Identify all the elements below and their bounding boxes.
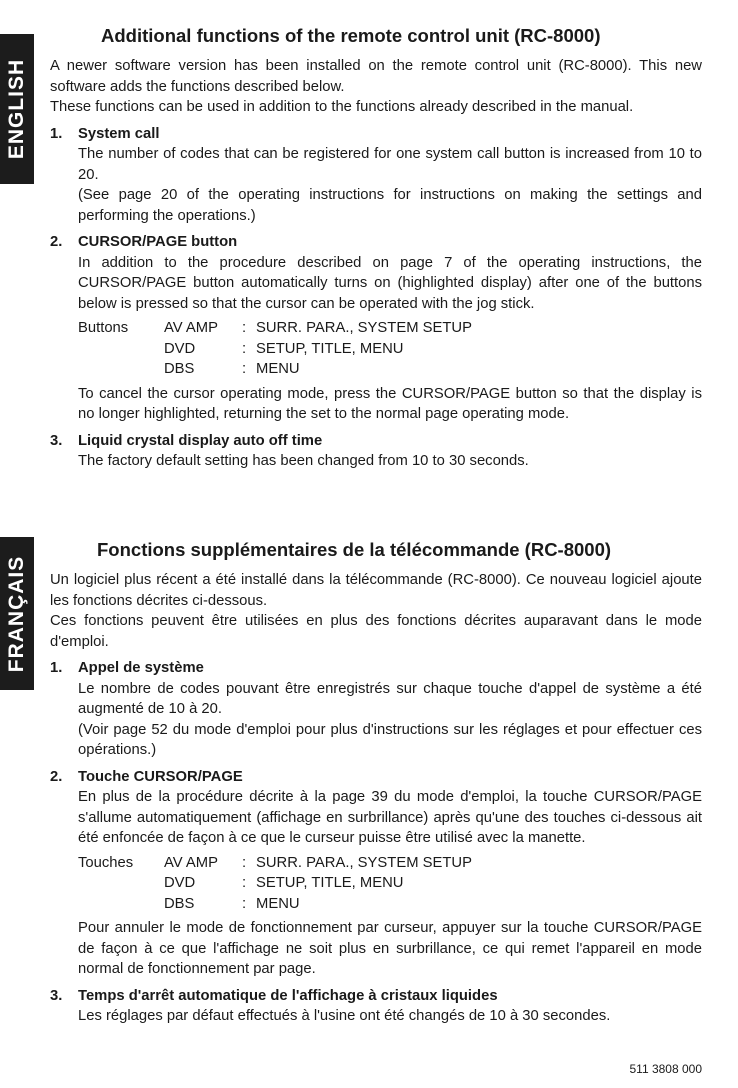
english-buttons-keys: SURR. PARA., SYSTEM SETUP — [256, 320, 472, 336]
french-item-1-number: 1. — [50, 660, 63, 676]
french-item-2 — [50, 767, 702, 980]
french-buttons-table — [78, 853, 472, 915]
french-buttons-row — [78, 873, 472, 894]
french-buttons-label: Touches — [78, 854, 134, 871]
french-item-1 — [50, 658, 702, 761]
french-title: Fonctions supplémentaires de la télécommande (RC-8000) — [97, 539, 612, 560]
english-item-1 — [50, 124, 702, 227]
french-item-1-para-2: (Voir page 52 du mode d'emploi pour plus d'instructions sur les réglages et pour effectuer ces opérations.) — [78, 721, 702, 758]
french-item-1-heading: Appel de système — [78, 660, 204, 676]
language-tab-francais-label: FRANÇAIS — [5, 555, 28, 672]
english-item-3-number: 3. — [50, 432, 63, 449]
english-buttons-table — [78, 318, 472, 380]
french-item-1-para-1: Le nombre de codes pouvant être enregistrés sur chaque touche d'appel de système a été augmenté de 10 à 20. — [78, 680, 702, 717]
english-buttons-sep: : — [242, 340, 247, 357]
english-buttons-device: DBS — [164, 361, 195, 377]
language-tab-english — [0, 34, 34, 184]
english-intro-2: These functions can be used in addition to the functions already described in the manual. — [50, 99, 634, 115]
english-item-2-para-1: In addition to the procedure described on page 7 of the operating instructions, the CURSOR/PAGE button automatically turns on (highlighted display) after one of the buttons below is pressed so that the cursor can be operated with the jog stick. — [78, 254, 702, 312]
french-section — [50, 538, 702, 1027]
english-section — [50, 24, 702, 472]
french-item-3-para-1: Les réglages par défaut effectués à l'usine ont été changés de 10 à 30 secondes. — [78, 1008, 611, 1024]
english-item-2-heading: CURSOR/PAGE button — [78, 234, 238, 250]
french-buttons-keys: MENU — [256, 895, 300, 912]
french-item-2-number: 2. — [50, 768, 63, 785]
french-buttons-row — [78, 894, 472, 915]
french-intro-1: Un logiciel plus récent a été installé dans la télécommande (RC-8000). Ce nouveau logiciel ajoute les fonctions décrites ci-dessous. — [50, 572, 702, 609]
english-item-1-para-1: The number of codes that can be registered for one system call button is increased from 10 to 20. — [78, 146, 702, 183]
english-item-3-heading: Liquid crystal display auto off time — [78, 432, 323, 449]
english-item-3 — [50, 431, 702, 472]
french-item-2-para-1: En plus de la procédure décrite à la page 39 du mode d'emploi, la touche CURSOR/PAGE s'allume automatiquement (affichage en surbrillance) après qu'une des touches ci-dessous ait été enfoncée de façon à ce que le curseur puisse être utilisé avec la manette. — [78, 789, 702, 846]
english-buttons-row — [78, 359, 472, 380]
english-buttons-keys: SETUP, TITLE, MENU — [256, 340, 404, 357]
french-item-3-heading: Temps d'arrêt automatique de l'affichage à cristaux liquides — [78, 987, 498, 1004]
french-item-2-heading: Touche CURSOR/PAGE — [78, 768, 243, 785]
english-item-2-after: To cancel the cursor operating mode, press the CURSOR/PAGE button so that the display is no longer highlighted, returning the set to the normal page operating mode. — [78, 385, 702, 422]
english-item-3-para-1: The factory default setting has been changed from 10 to 30 seconds. — [78, 453, 529, 469]
english-buttons-row — [78, 339, 472, 360]
english-title: Additional functions of the remote control unit (RC-8000) — [101, 25, 601, 46]
french-buttons-device: AV AMP — [164, 854, 218, 871]
english-buttons-sep: : — [242, 361, 247, 377]
french-buttons-sep: : — [242, 875, 247, 891]
english-intro-1: A newer software version has been installed on the remote control unit (RC-8000). This new software adds the functions described below. — [50, 58, 702, 95]
french-buttons-keys: SURR. PARA., SYSTEM SETUP — [256, 854, 472, 871]
french-intro-2: Ces fonctions peuvent être utilisées en plus des fonctions décrites auparavant dans le mode d'emploi. — [50, 613, 702, 650]
english-buttons-row — [78, 318, 472, 339]
french-item-3-number: 3. — [50, 987, 63, 1004]
french-buttons-sep: : — [242, 895, 247, 912]
english-buttons-device: DVD — [164, 340, 196, 357]
english-buttons-keys: MENU — [256, 361, 300, 377]
english-item-2-number: 2. — [50, 234, 63, 250]
french-item-2-after: Pour annuler le mode de fonctionnement par curseur, appuyer sur la touche CURSOR/PAGE de façon à ce que l'affichage ne soit plus en surbrillance, ce qui remet l'appareil en mode normal de fonctionnement par page. — [78, 920, 702, 977]
english-buttons-device: AV AMP — [164, 320, 218, 336]
english-buttons-sep: : — [242, 320, 247, 336]
english-item-2 — [50, 232, 702, 425]
language-tab-english-label: ENGLISH — [5, 58, 28, 160]
english-buttons-label: Buttons — [78, 320, 129, 336]
french-buttons-sep: : — [242, 854, 247, 871]
french-buttons-row — [78, 853, 472, 874]
language-tab-francais — [0, 537, 34, 690]
english-item-1-number: 1. — [50, 125, 63, 142]
french-item-3 — [50, 986, 702, 1027]
french-buttons-device: DVD — [164, 875, 196, 891]
french-buttons-device: DBS — [164, 895, 195, 912]
document-code: 511 3808 000 — [629, 1062, 702, 1076]
french-buttons-keys: SETUP, TITLE, MENU — [256, 875, 404, 891]
english-item-1-heading: System call — [78, 125, 160, 142]
english-item-1-para-2: (See page 20 of the operating instructions for instructions on making the settings and performing the operations.) — [78, 187, 702, 224]
